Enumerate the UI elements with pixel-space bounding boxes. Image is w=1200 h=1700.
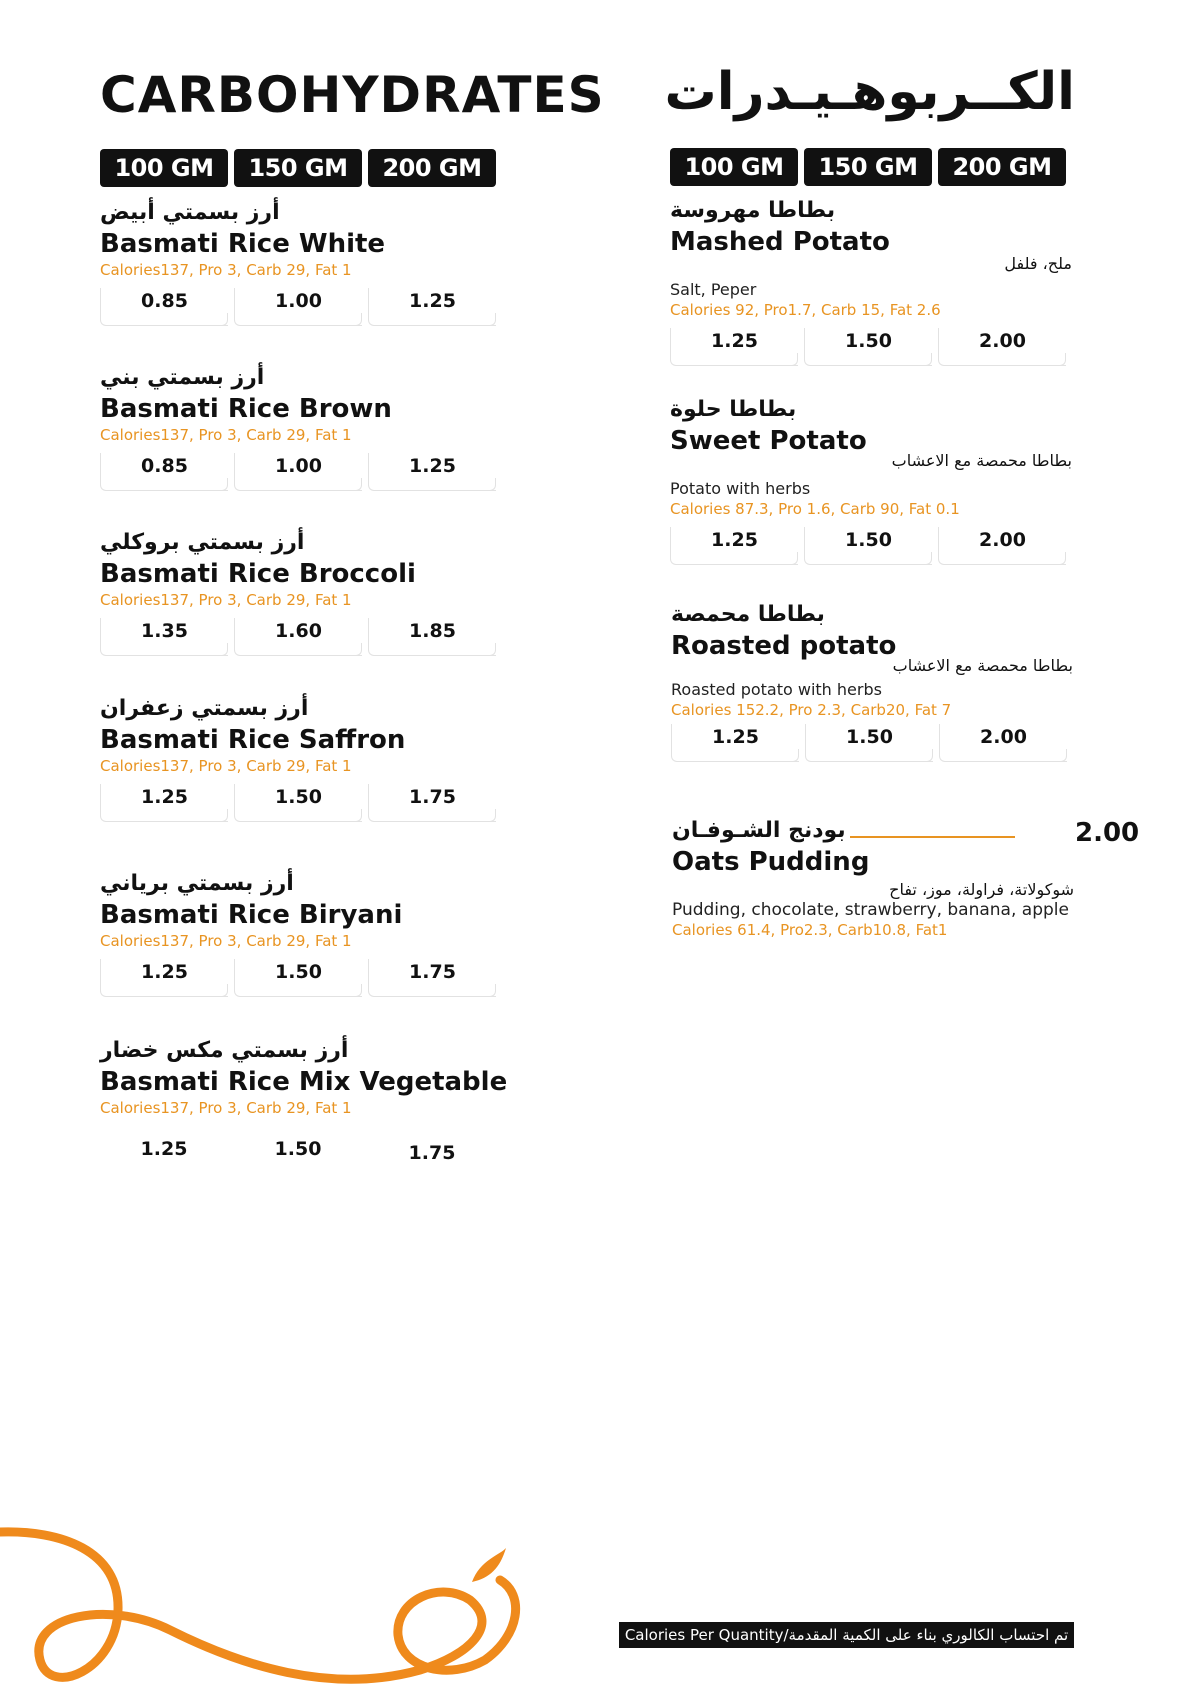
menu-item-basmati-biryani [100,869,500,997]
orange-swirl-logo [0,1520,560,1700]
item-calories: Calories 92, Pro1.7, Carb 15, Fat 2.6 [670,301,941,319]
price-row [100,288,500,326]
item-name-ar: بطاطا مهروسة [670,198,836,223]
price-row [100,618,500,656]
item-desc-ar: بطاطا محمصة مع الاعشاب [891,451,1072,470]
size-tag-200: 200 GM [368,149,496,187]
price-150gm: 1.50 [234,959,362,997]
price-150gm: 1.50 [274,1138,322,1160]
page-title-en: CARBOHYDRATES [100,66,605,124]
item-name-ar: أرز بسمتي زعفران [100,696,309,721]
menu-item-basmati-mix-vegetable [100,1036,580,1174]
item-desc-ar: ملح، فلفل [1004,254,1072,273]
item-name-ar: بطاطا محمصة [671,602,825,627]
price-200gm: 2.00 [938,328,1066,366]
item-desc-en: Roasted potato with herbs [671,680,882,699]
item-name-ar: بودنج الشـوفـان [672,818,846,843]
item-desc-en: Potato with herbs [670,479,811,498]
item-name-en: Roasted potato [671,631,897,661]
menu-item-oats-pudding [672,816,1072,940]
item-calories: Calories137, Pro 3, Carb 29, Fat 1 [100,757,352,775]
item-name-ar: أرز بسمتي مكس خضار [100,1038,349,1063]
price-100gm: 1.25 [100,959,228,997]
size-tag-150: 150 GM [804,148,932,186]
price-100gm: 1.25 [100,784,228,822]
item-desc-en: Pudding, chocolate, strawberry, banana, apple [672,900,1069,920]
price-200gm: 2.00 [939,724,1067,762]
price-row [670,527,1070,565]
oats-price: 2.00 [1075,818,1140,848]
item-calories: Calories137, Pro 3, Carb 29, Fat 1 [100,932,352,950]
price-150gm: 1.00 [234,453,362,491]
menu-item-basmati-brown [100,363,500,491]
size-header-left [100,149,496,187]
size-tag-150: 150 GM [234,149,362,187]
price-100gm: 1.25 [671,724,799,762]
price-150gm: 1.00 [234,288,362,326]
size-tag-100: 100 GM [670,148,798,186]
price-200gm: 1.75 [408,1142,456,1164]
price-row [671,724,1071,762]
size-tag-200: 200 GM [938,148,1066,186]
item-calories: Calories137, Pro 3, Carb 29, Fat 1 [100,1099,352,1117]
item-calories: Calories 61.4, Pro2.3, Carb10.8, Fat1 [672,921,948,939]
item-name-en: Oats Pudding [672,847,870,877]
price-150gm: 1.60 [234,618,362,656]
price-150gm: 1.50 [234,784,362,822]
price-100gm: 1.25 [140,1138,188,1160]
item-name-ar: أرز بسمتي بني [100,365,265,390]
menu-item-basmati-saffron [100,694,500,822]
swirl-path [0,1532,516,1679]
item-name-en: Basmati Rice Mix Vegetable [100,1067,508,1097]
price-200gm: 1.75 [368,959,496,997]
item-desc-en: Salt, Peper [670,280,757,299]
item-calories: Calories137, Pro 3, Carb 29, Fat 1 [100,426,352,444]
item-calories: Calories137, Pro 3, Carb 29, Fat 1 [100,591,352,609]
item-desc-ar: شوكولاتة، فراولة، موز، تفاح [889,880,1074,899]
item-name-en: Sweet Potato [670,426,867,456]
price-200gm: 1.25 [368,288,496,326]
menu-item-basmati-white [100,198,500,326]
item-name-en: Basmati Rice Broccoli [100,559,416,589]
price-leader-line [850,836,1015,838]
item-calories: Calories137, Pro 3, Carb 29, Fat 1 [100,261,352,279]
price-row [100,959,500,997]
price-150gm: 1.50 [804,328,932,366]
price-row [100,453,500,491]
calories-note: Calories Per Quantity/تم احتساب الكالوري بناء على الكمية المقدمة [619,1622,1074,1648]
item-name-en: Basmati Rice Biryani [100,900,403,930]
size-tag-100: 100 GM [100,149,228,187]
item-name-ar: أرز بسمتي برياني [100,871,294,896]
item-name-ar: أرز بسمتي بروكلي [100,530,305,555]
item-name-en: Mashed Potato [670,227,890,257]
price-row [100,784,500,822]
menu-item-roasted-potato [671,600,1071,762]
price-200gm: 2.00 [938,527,1066,565]
price-200gm: 1.85 [368,618,496,656]
price-row [670,328,1070,366]
price-200gm: 1.25 [368,453,496,491]
menu-item-sweet-potato [670,395,1070,565]
menu-item-basmati-broccoli [100,528,500,656]
price-150gm: 1.50 [805,724,933,762]
price-100gm: 1.35 [100,618,228,656]
menu-item-mashed-potato [670,196,1070,366]
price-100gm: 0.85 [100,453,228,491]
item-calories: Calories 87.3, Pro 1.6, Carb 90, Fat 0.1 [670,500,960,518]
size-header-right [670,148,1066,186]
price-100gm: 1.25 [670,328,798,366]
item-calories: Calories 152.2, Pro 2.3, Carb20, Fat 7 [671,701,952,719]
item-name-en: Basmati Rice Brown [100,394,392,424]
price-150gm: 1.50 [804,527,932,565]
item-name-ar: بطاطا حلوة [670,397,797,422]
page-title-ar: الكــربوهـيـدرات [664,62,1075,122]
price-200gm: 1.75 [368,784,496,822]
item-name-en: Basmati Rice White [100,229,386,259]
item-name-en: Basmati Rice Saffron [100,725,406,755]
item-desc-ar: بطاطا محمصة مع الاعشاب [892,656,1073,675]
price-100gm: 0.85 [100,288,228,326]
price-row [100,1136,580,1174]
price-100gm: 1.25 [670,527,798,565]
item-name-ar: أرز بسمتي أبيض [100,200,280,225]
